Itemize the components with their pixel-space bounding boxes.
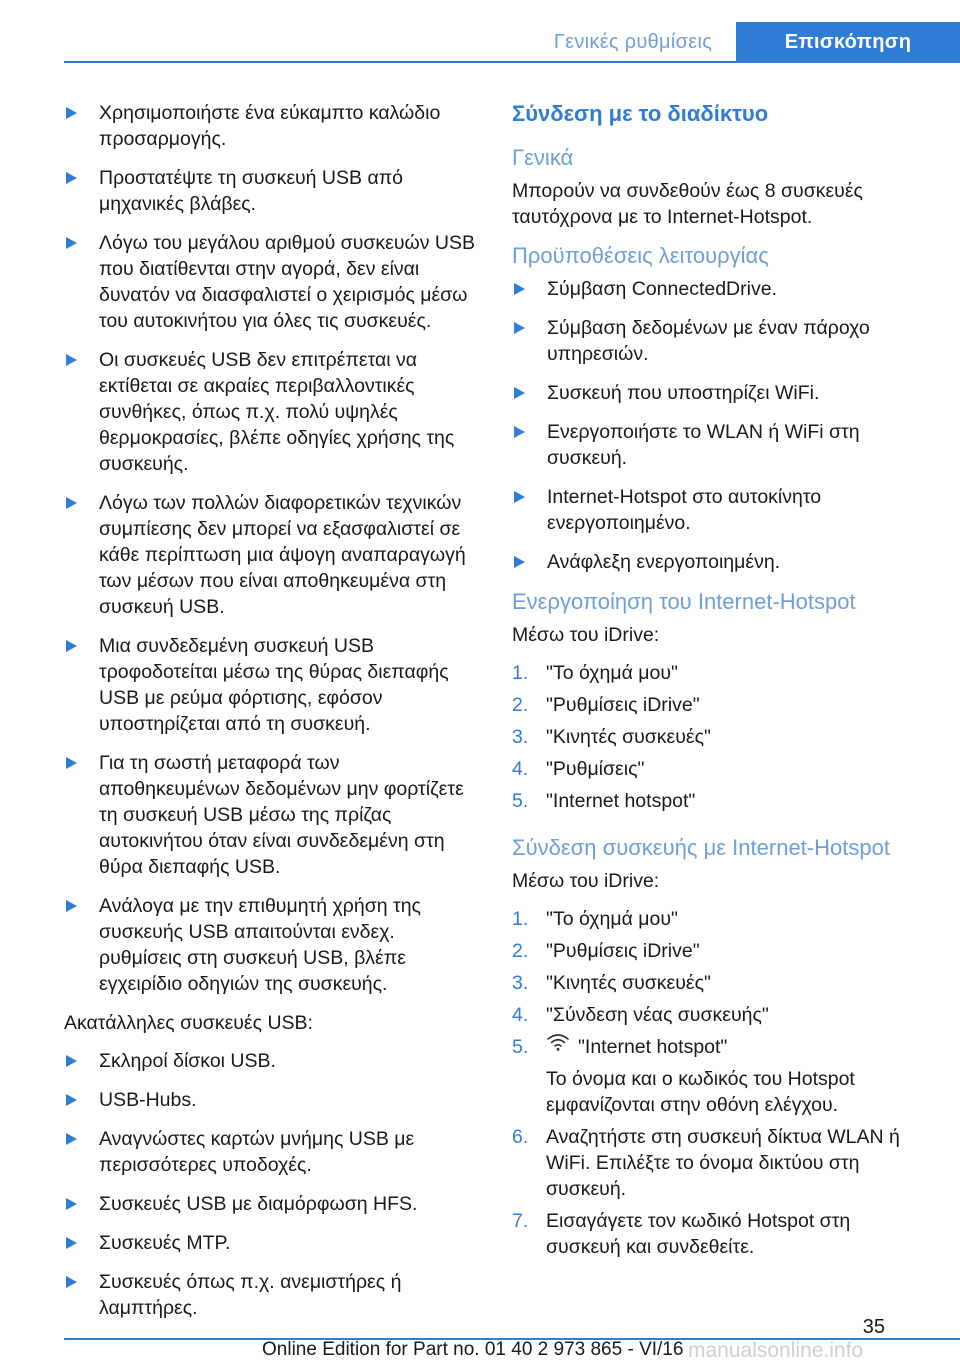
triangle-bullet-icon xyxy=(66,1237,77,1249)
list-item xyxy=(64,633,482,737)
list-item xyxy=(64,490,482,620)
triangle-bullet-icon xyxy=(66,1133,77,1145)
step-item xyxy=(512,756,926,782)
triangle-bullet-icon xyxy=(66,354,77,366)
wifi-icon xyxy=(546,1032,570,1059)
unsuitable-devices-list xyxy=(64,1048,482,1321)
step-item xyxy=(512,906,926,932)
list-item xyxy=(512,484,926,536)
list-item xyxy=(512,315,926,367)
step-item xyxy=(512,970,926,996)
list-item-text: Προστατέψτε τη συσκευή USB από μηχανικές βλάβες. xyxy=(99,167,404,215)
list-item-text: Μια συνδεδεμένη συσκευή USB τροφοδοτείται μέσω της θύρας διεπαφής USB με ρεύμα φόρτισης, εφόσον υποστηρίζεται από τη συσκευή. xyxy=(99,635,449,735)
triangle-bullet-icon xyxy=(66,237,77,249)
list-item-text: Συσκευές MTP. xyxy=(99,1232,231,1254)
usb-notes-list xyxy=(64,100,482,997)
step-number: 4. xyxy=(512,758,529,780)
step-text: "Ρυθμίσεις iDrive" xyxy=(546,694,700,716)
list-item-text: Λόγω του μεγάλου αριθμού συσκευών USB που διατίθενται στην αγορά, δεν είναι δυνατόν να διασφαλιστεί ο χειρισμός μέσω του αυτοκινήτου για όλες τις συσκευές. xyxy=(99,232,475,332)
general-heading: Γενικά xyxy=(512,145,574,170)
list-item xyxy=(512,419,926,471)
triangle-bullet-icon xyxy=(66,497,77,509)
connect-intro: Μέσω του iDrive: xyxy=(512,870,660,892)
step-item xyxy=(512,1124,926,1202)
step-text: Εισαγάγετε τον κωδικό Hotspot στη συσκευή και συνδεθείτε. xyxy=(546,1210,851,1258)
watermark-site: manualsonline.info xyxy=(688,1339,864,1362)
list-item-text: Σκληροί δίσκοι USB. xyxy=(99,1050,276,1072)
step-number: 1. xyxy=(512,908,529,930)
triangle-bullet-icon xyxy=(514,556,525,568)
list-item-text: Χρησιμοποιήστε ένα εύκαμπτο καλώδιο προσαρμογής. xyxy=(99,102,441,150)
list-item xyxy=(64,165,482,217)
list-item-text: Συσκευές USB με διαμόρφωση HFS. xyxy=(99,1193,418,1215)
list-item xyxy=(64,1126,482,1178)
list-item-text: Internet-Hotspot στο αυτοκίνητο ενεργοποιημένο. xyxy=(547,486,822,534)
list-item-text: Συσκευή που υποστηρίζει WiFi. xyxy=(547,382,820,404)
list-item xyxy=(512,276,926,302)
triangle-bullet-icon xyxy=(66,1198,77,1210)
prerequisites-heading: Προϋποθέσεις λειτουργίας xyxy=(512,243,769,268)
list-item-text: Ανάλογα με την επιθυμητή χρήση της συσκευής USB απαιτούνται ενδεχ. ρυθμίσεις στη συσκευή USB, βλέπε εγχειρίδιο οδηγιών της συσκευής. xyxy=(99,895,421,995)
list-item-text: Σύμβαση δεδομένων με έναν πάροχο υπηρεσιών. xyxy=(547,317,870,365)
list-item xyxy=(64,347,482,477)
step-number: 2. xyxy=(512,940,529,962)
step-text: "Το όχημά μου" xyxy=(546,908,678,930)
triangle-bullet-icon xyxy=(514,426,525,438)
list-item xyxy=(64,750,482,880)
activation-intro: Μέσω του iDrive: xyxy=(512,624,660,646)
step-number: 4. xyxy=(512,1004,529,1026)
step-number: 5. xyxy=(512,790,529,812)
unsuitable-devices-intro: Ακατάλληλες συσκευές USB: xyxy=(64,1012,313,1034)
right-column xyxy=(512,100,926,1266)
step-number: 3. xyxy=(512,972,529,994)
list-item xyxy=(64,100,482,152)
step-item xyxy=(512,692,926,718)
triangle-bullet-icon xyxy=(66,1055,77,1067)
overview-tab: Επισκόπηση xyxy=(736,22,960,62)
step-text: "Σύνδεση νέας συσκευής" xyxy=(546,1004,769,1026)
list-item-text: Ενεργοποιήστε το WLAN ή WiFi στη συσκευή. xyxy=(547,421,860,469)
step-number: 3. xyxy=(512,726,529,748)
step-item xyxy=(512,938,926,964)
page-number: 35 xyxy=(862,1316,885,1338)
triangle-bullet-icon xyxy=(514,322,525,334)
step-item xyxy=(512,1002,926,1028)
step-item xyxy=(512,724,926,750)
section-heading: Σύνδεση με το διαδίκτυο xyxy=(512,101,769,126)
list-item-text: Συσκευές όπως π.χ. ανεμιστήρες ή λαμπτήρες. xyxy=(99,1271,402,1319)
list-item xyxy=(64,893,482,997)
header-rule xyxy=(64,61,960,63)
list-item-text: Οι συσκευές USB δεν επιτρέπεται να εκτίθεται σε ακραίες περιβαλλοντικές συνθήκες, όπως π.χ. πολύ υψηλές θερμοκρασίες, βλέπε οδηγίες χρήσης της συσκευής. xyxy=(99,349,455,475)
section-title: Γενικές ρυθμίσεις xyxy=(553,31,713,53)
activation-steps xyxy=(512,660,926,814)
connect-heading: Σύνδεση συσκευής με Internet-Hotspot xyxy=(512,835,890,860)
list-item xyxy=(512,380,926,406)
list-item-text: USB-Hubs. xyxy=(99,1089,197,1111)
left-column xyxy=(64,100,482,1334)
edition-text: Online Edition for Part no. 01 40 2 973 865 - VI/16 xyxy=(262,1339,684,1360)
list-item xyxy=(64,230,482,334)
step-number: 5. xyxy=(512,1036,529,1058)
triangle-bullet-icon xyxy=(66,640,77,652)
general-text: Μπορούν να συνδεθούν έως 8 συσκευές ταυτόχρονα με το Internet-Hotspot. xyxy=(512,180,863,228)
step-number: 2. xyxy=(512,694,529,716)
step-item xyxy=(512,788,926,814)
step-text: "Το όχημά μου" xyxy=(546,662,678,684)
step-item xyxy=(512,1208,926,1260)
list-item-text: Λόγω των πολλών διαφορετικών τεχνικών συμπίεσης δεν μπορεί να εξασφαλιστεί σε κάθε περίπτωση μια άψογη αναπαραγωγή των μέσων που είναι αποθηκευμένα στη συσκευή USB. xyxy=(99,492,466,618)
list-item xyxy=(64,1269,482,1321)
list-item xyxy=(64,1087,482,1113)
step-number: 7. xyxy=(512,1210,529,1232)
step-number: 6. xyxy=(512,1126,529,1148)
step-text: "Ρυθμίσεις" xyxy=(546,758,645,780)
list-item xyxy=(64,1191,482,1217)
step-item xyxy=(512,1034,926,1118)
prerequisites-list xyxy=(512,276,926,575)
list-item-text: Για τη σωστή μεταφορά των αποθηκευμένων δεδομένων μην φορτίζετε τη συσκευή USB μέσω της πρίζας αυτοκινήτου όταν είναι συνδεδεμένη στη θύρα διεπαφής USB. xyxy=(99,752,464,878)
step-text: "Internet hotspot" xyxy=(546,790,696,812)
activation-heading: Ενεργοποίηση του Internet-Hotspot xyxy=(512,589,856,614)
connect-steps xyxy=(512,906,926,1260)
list-item xyxy=(64,1048,482,1074)
triangle-bullet-icon xyxy=(66,900,77,912)
step-text: Αναζητήστε στη συσκευή δίκτυα WLAN ή WiFi. Επιλέξτε το όνομα δικτύου στη συσκευή. xyxy=(546,1126,900,1200)
triangle-bullet-icon xyxy=(66,107,77,119)
list-item-text: Αναγνώστες καρτών μνήμης USB με περισσότερες υποδοχές. xyxy=(99,1128,415,1176)
step-number: 1. xyxy=(512,662,529,684)
step-text: "Κινητές συσκευές" xyxy=(546,972,711,994)
triangle-bullet-icon xyxy=(66,1094,77,1106)
step-item xyxy=(512,660,926,686)
triangle-bullet-icon xyxy=(66,757,77,769)
step-text: "Κινητές συσκευές" xyxy=(546,726,711,748)
list-item xyxy=(64,1230,482,1256)
triangle-bullet-icon xyxy=(514,283,525,295)
triangle-bullet-icon xyxy=(514,491,525,503)
step-text: "Ρυθμίσεις iDrive" xyxy=(546,940,700,962)
list-item xyxy=(512,549,926,575)
step-text: "Internet hotspot" xyxy=(578,1036,728,1058)
list-item-text: Ανάφλεξη ενεργοποιημένη. xyxy=(547,551,781,573)
step-note: Το όνομα και ο κωδικός του Hotspot εμφανίζονται στην οθόνη ελέγχου. xyxy=(546,1068,855,1116)
triangle-bullet-icon xyxy=(66,1276,77,1288)
triangle-bullet-icon xyxy=(514,387,525,399)
triangle-bullet-icon xyxy=(66,172,77,184)
list-item-text: Σύμβαση ConnectedDrive. xyxy=(547,278,777,300)
